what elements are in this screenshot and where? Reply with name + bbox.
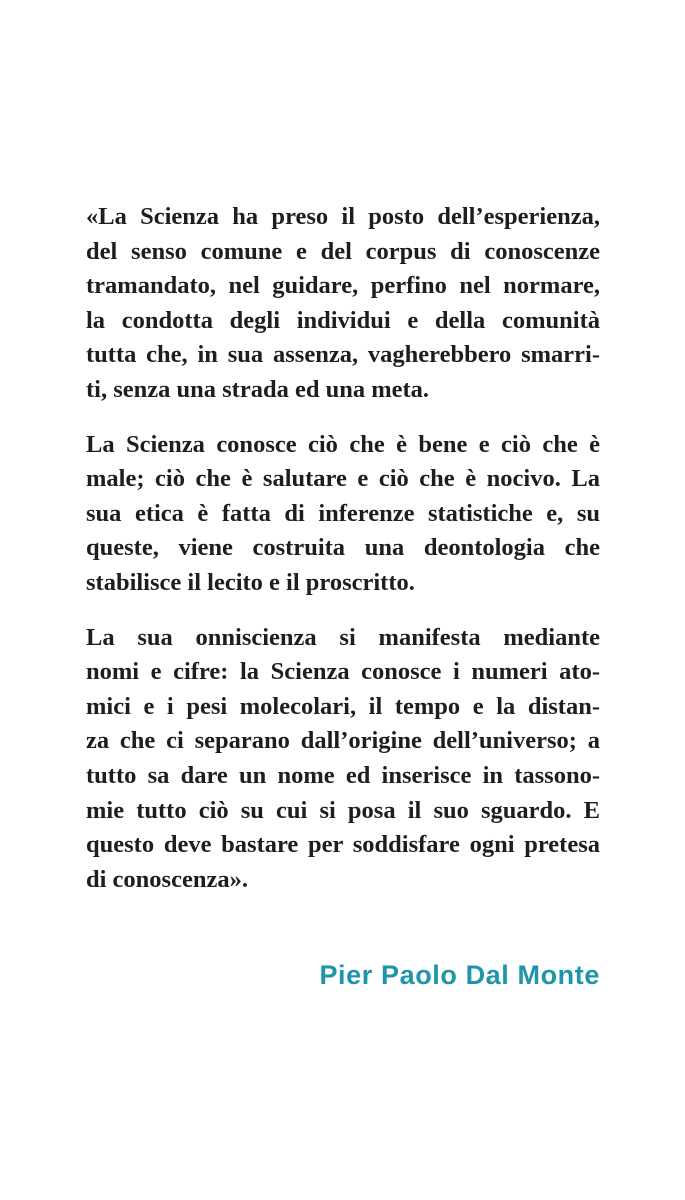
text-line: stabilisce il lecito e il proscritto. bbox=[86, 568, 415, 596]
text-line: del senso comune e del corpus di conoscenze bbox=[86, 237, 600, 265]
text-line: La Scienza conosce ciò che è bene e ciò che è bbox=[86, 430, 600, 458]
text-line: male; ciò che è salutare e ciò che è nocivo. La bbox=[86, 465, 600, 493]
text-line: mie tutto ciò su cui si posa il suo sguardo. E bbox=[86, 796, 600, 824]
text-line: sua etica è fatta di inferenze statistiche e, su bbox=[86, 499, 600, 527]
text-line: nomi e cifre: la Scienza conosce i numeri ato- bbox=[86, 658, 600, 686]
text-line: questo deve bastare per soddisfare ogni pretesa bbox=[86, 831, 600, 859]
text-line: za che ci separano dall’origine dell’universo; a bbox=[86, 727, 600, 755]
quote-block bbox=[86, 200, 600, 917]
text-line: tramandato, nel guidare, perfino nel normare, bbox=[86, 272, 600, 300]
quote-paragraph-1 bbox=[86, 200, 600, 408]
text-line: La sua onniscienza si manifesta mediante bbox=[86, 623, 600, 651]
text-line: mici e i pesi molecolari, il tempo e la distan- bbox=[86, 692, 600, 720]
quote-paragraph-2 bbox=[86, 428, 600, 601]
text-line: ti, senza una strada ed una meta. bbox=[86, 375, 430, 403]
text-line: queste, viene costruita una deontologia che bbox=[86, 534, 600, 562]
text-line: «La Scienza ha preso il posto dell’esperienza, bbox=[86, 203, 600, 230]
text-line: tutta che, in sua assenza, vagherebbero smarri- bbox=[86, 341, 600, 369]
quote-paragraph-3 bbox=[86, 621, 600, 898]
text-line: di conoscenza». bbox=[86, 865, 248, 893]
text-line: tutto sa dare un nome ed inserisce in tassono- bbox=[86, 761, 600, 789]
author-name: Pier Paolo Dal Monte bbox=[319, 960, 600, 990]
text-line: la condotta degli individui e della comunità bbox=[86, 306, 600, 334]
